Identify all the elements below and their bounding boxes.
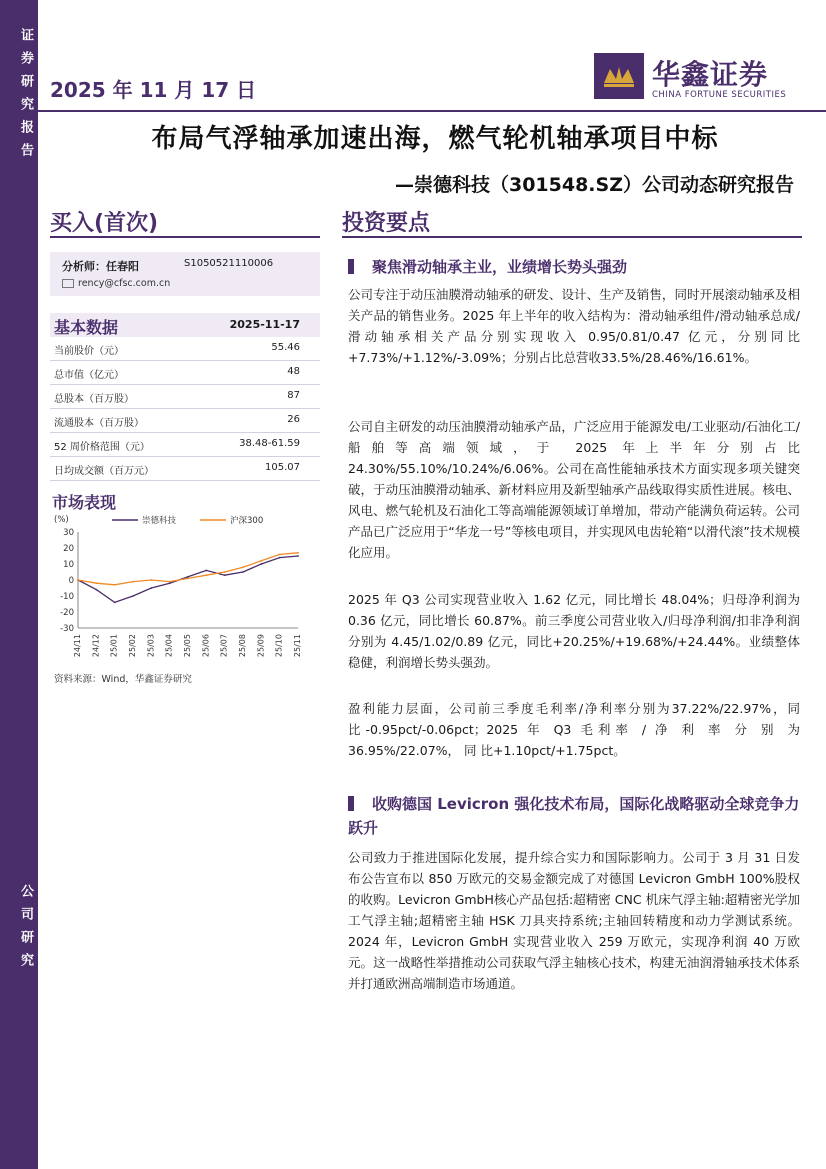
data-point [260, 563, 262, 565]
y-tick-label: -30 [60, 624, 74, 634]
data-point [114, 584, 116, 586]
table-row [50, 457, 320, 481]
x-tick-label: 25/04 [164, 634, 174, 658]
report-date: 2025 年 11 月 17 日 [50, 78, 257, 102]
paragraph: 2025 年 Q3 公司实现营业收入 1.62 亿元，同比增长 48.04%；归母净利润为 0.36 亿元，同比增长 60.87%。前三季度公司营业收入/归母净利润/扣非净利润分别为 4.45/1.02/0.89 亿元，同比+20.25%/+19.68%/+24.44%。业绩整体稳健，利润增长势头强劲。 [348, 592, 800, 670]
table-row [50, 433, 320, 457]
row-key: 日均成交额（百万元） [54, 466, 154, 477]
table-row [50, 385, 320, 409]
basic-data-table [50, 337, 320, 481]
row-key: 52 周价格范围（元） [54, 442, 150, 453]
data-point [187, 578, 189, 580]
basic-data-header [50, 313, 320, 337]
data-point [187, 576, 189, 578]
row-value: 48 [287, 366, 300, 377]
table-row [50, 337, 320, 361]
paragraph: 公司自主研发的动压油膜滑动轴承产品，广泛应用于能源发电/工业驱动/石油化工/船舶等高端领域，于 2025 年上半年分别占比 24.30%/55.10%/10.24%/6.06%。公司在高性能轴承技术方面实现多项关键突破，于动压油膜滑动轴承、新材料应用及新型轴承产品线取得实质性进展。核电、风电、燃气轮机及石油化工等高端能源领域订单增加，带动产能满负荷运转。公司产品已广泛应用于“华龙一号”等核电项目，并实现风电齿轮箱“以滑代滚”技术规模化应用。 [348, 419, 800, 560]
company-logo [594, 53, 799, 103]
row-key: 当前股价（元） [54, 346, 124, 357]
row-value: 55.46 [271, 342, 300, 353]
section-heading-1 [348, 255, 806, 279]
y-tick-label: 0 [68, 576, 74, 586]
analyst-email-row [62, 278, 170, 289]
legend-label: 沪深300 [230, 516, 264, 526]
y-tick-label: 10 [63, 560, 74, 570]
data-point [224, 571, 226, 573]
sidebar-bottom-label: 公司研究 [18, 884, 33, 976]
section-heading-text: 聚焦滑动轴承主业，业绩增长势头强劲 [372, 258, 628, 276]
data-point [260, 560, 262, 562]
x-tick-label: 25/11 [293, 634, 302, 658]
data-point [169, 582, 171, 584]
legend-label: 崇德科技 [142, 516, 177, 526]
sidebar [0, 0, 38, 1169]
invest-heading: 投资要点 [342, 211, 431, 236]
logo-mark-icon [594, 53, 644, 99]
data-point [242, 571, 244, 573]
y-tick-label: 20 [63, 544, 74, 554]
data-point [205, 570, 207, 572]
paragraph: 盈利能力层面，公司前三季度毛利率/净利率分别为37.22%/22.97%，同比-0.95pct/-0.06pct；2025 年 Q3 毛利率 / 净 利 率 分 别 为 36.95%/22.07%， 同 比+1.10pct/+1.75pct。 [348, 701, 800, 758]
analyst-cert: S1050521110006 [184, 258, 274, 269]
x-tick-label: 25/06 [201, 634, 211, 658]
data-point [77, 579, 79, 581]
data-point [95, 582, 97, 584]
analyst-box [50, 252, 320, 296]
table-row [50, 361, 320, 385]
row-value: 26 [287, 414, 300, 425]
market-chart [50, 510, 310, 668]
paragraph: 公司致力于推进国际化发展，提升综合实力和国际影响力。公司于 3 月 31 日发布公告宣布以 850 万欧元的交易金额完成了对德国 Levicron GmbH 100%股权的收购。Levicron GmbH核心产品包括:超精密 CNC 机床气浮主轴:超精密光学加工气浮主轴;超精密主轴 HSK 刀具夹持系统;主轴回转精度和动力学测试系统。2024 年，Levicron GmbH 实现营业收入 259 万欧元，实现净利润 40 万欧元。这一战略性举措推动公司获取气浮主轴核心技术，构建无油润滑轴承技术体系并打通欧洲高端制造市场通道。 [348, 850, 800, 991]
x-tick-label: 24/11 [73, 634, 82, 658]
x-tick-label: 25/10 [274, 634, 284, 658]
y-tick-label: -20 [60, 608, 74, 618]
row-value: 105.07 [265, 462, 300, 473]
x-tick-label: 25/05 [183, 634, 192, 658]
logo-text-en: CHINA FORTUNE SECURITIES [652, 90, 787, 100]
section-heading-text: 收购德国 Levicron 强化技术布局，国际化战略驱动全球竞争力跃升 [348, 795, 800, 837]
x-tick-label: 25/01 [109, 634, 119, 658]
x-tick-label: 24/12 [91, 634, 101, 658]
data-point [132, 595, 134, 597]
data-point [297, 555, 299, 557]
header-divider [38, 110, 826, 112]
basic-data-title: 基本数据 [54, 318, 119, 337]
row-key: 总股本（百万股） [54, 394, 134, 405]
data-point [150, 579, 152, 581]
paragraph: 公司专注于动压油膜滑动轴承的研发、设计、生产及销售，同时开展滚动轴承及相关产品的销售业务。2025 年上半年的收入结构为：滑动轴承组件/滑动轴承总成/滑动轴承相关产品分别实现收入 0.95/0.81/0.47 亿元，分别同比+7.73%/+1.12%/-3.09%；分别占比总营收33.5%/28.46%/16.61%。 [348, 287, 800, 365]
x-tick-label: 25/07 [219, 634, 229, 658]
data-point [279, 557, 281, 559]
heading-bar-icon [348, 259, 354, 274]
data-point [132, 581, 134, 583]
y-tick-label: -10 [60, 592, 74, 602]
data-point [224, 574, 226, 576]
chart-source: 资料来源：Wind，华鑫证券研究 [54, 674, 192, 685]
right-divider [342, 236, 802, 238]
data-point [150, 587, 152, 589]
analyst-email[interactable]: rency@cfsc.com.cn [78, 278, 171, 289]
left-divider [50, 236, 320, 238]
analyst-name: 分析师：任春阳 [62, 260, 139, 273]
data-point [95, 589, 97, 591]
logo-text-cn: 华鑫证券 [652, 58, 769, 91]
data-point [242, 566, 244, 568]
data-point [297, 552, 299, 554]
report-subtitle: —崇德科技（301548.SZ）公司动态研究报告 [394, 174, 794, 196]
row-key: 总市值（亿元） [54, 370, 124, 381]
data-point [205, 574, 207, 576]
data-point [169, 581, 171, 583]
table-row [50, 409, 320, 433]
basic-data-date: 2025-11-17 [229, 318, 300, 331]
row-value: 38.48-61.59 [239, 438, 300, 449]
x-tick-label: 25/03 [146, 634, 156, 658]
market-title: 市场表现 [52, 493, 117, 512]
row-value: 87 [287, 390, 300, 401]
rating-label: 买入(首次) [50, 211, 159, 236]
data-point [114, 602, 116, 604]
email-icon [62, 279, 74, 288]
data-point [279, 554, 281, 556]
x-tick-label: 25/09 [256, 634, 266, 658]
heading-bar-icon [348, 796, 354, 811]
section-heading-2 [348, 792, 806, 840]
row-key: 流通股本（百万股） [54, 418, 144, 429]
y-tick-label: 30 [63, 528, 74, 538]
x-tick-label: 25/08 [238, 634, 247, 658]
x-tick-label: 25/02 [128, 634, 137, 658]
y-axis-label: (%) [54, 515, 69, 525]
report-title: 布局气浮轴承加速出海，燃气轮机轴承项目中标 [151, 124, 719, 154]
series-line-index [78, 553, 298, 585]
sidebar-top-label: 证券研究报告 [18, 28, 33, 166]
